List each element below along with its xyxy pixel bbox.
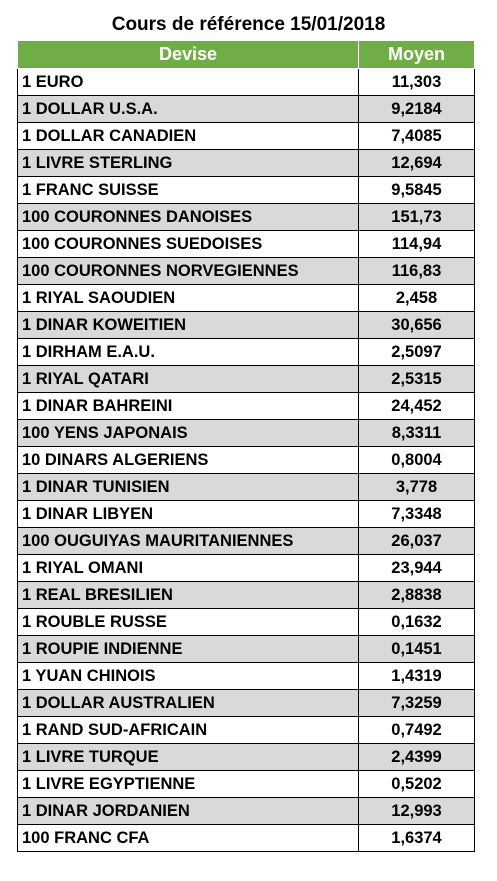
rate-value-cell: 24,452: [359, 393, 475, 420]
rate-value-cell: 2,5097: [359, 339, 475, 366]
table-row: [18, 231, 475, 258]
rate-value-cell: 2,458: [359, 285, 475, 312]
rate-value-cell: 23,944: [359, 555, 475, 582]
currency-cell: 100 YENS JAPONAIS: [18, 420, 359, 447]
table-row: [18, 96, 475, 123]
rate-value-cell: 114,94: [359, 231, 475, 258]
table-row: [18, 123, 475, 150]
currency-cell: 100 COURONNES DANOISES: [18, 204, 359, 231]
table-row: [18, 555, 475, 582]
table-row: [18, 825, 475, 852]
rate-value-cell: 9,2184: [359, 96, 475, 123]
table-row: [18, 204, 475, 231]
currency-cell: 100 OUGUIYAS MAURITANIENNES: [18, 528, 359, 555]
currency-cell: 100 COURONNES SUEDOISES: [18, 231, 359, 258]
rate-value-cell: 0,5202: [359, 771, 475, 798]
rate-value-cell: 2,8838: [359, 582, 475, 609]
table-row: [18, 798, 475, 825]
table-row: [18, 663, 475, 690]
rate-value-cell: 11,303: [359, 69, 475, 96]
table-row: [18, 474, 475, 501]
rate-value-cell: 0,7492: [359, 717, 475, 744]
table-row: [18, 636, 475, 663]
table-row: [18, 447, 475, 474]
currency-cell: 1 RAND SUD-AFRICAIN: [18, 717, 359, 744]
table-row: [18, 366, 475, 393]
table-row: [18, 771, 475, 798]
table-row: [18, 528, 475, 555]
rate-value-cell: 1,4319: [359, 663, 475, 690]
currency-cell: 1 DINAR BAHREINI: [18, 393, 359, 420]
rate-value-cell: 0,1632: [359, 609, 475, 636]
exchange-rate-table: [17, 40, 475, 852]
table-row: [18, 69, 475, 96]
currency-cell: 1 YUAN CHINOIS: [18, 663, 359, 690]
table-row: [18, 717, 475, 744]
rate-value-cell: 9,5845: [359, 177, 475, 204]
currency-cell: 1 DINAR KOWEITIEN: [18, 312, 359, 339]
table-row: [18, 312, 475, 339]
rate-value-cell: 7,4085: [359, 123, 475, 150]
currency-cell: 1 LIVRE EGYPTIENNE: [18, 771, 359, 798]
currency-cell: 10 DINARS ALGERIENS: [18, 447, 359, 474]
currency-cell: 1 ROUPIE INDIENNE: [18, 636, 359, 663]
rate-value-cell: 7,3259: [359, 690, 475, 717]
rate-value-cell: 7,3348: [359, 501, 475, 528]
rate-value-cell: 30,656: [359, 312, 475, 339]
currency-cell: 1 ROUBLE RUSSE: [18, 609, 359, 636]
column-header-currency: Devise: [18, 41, 359, 69]
currency-cell: 1 DINAR LIBYEN: [18, 501, 359, 528]
currency-cell: 1 DOLLAR U.S.A.: [18, 96, 359, 123]
currency-cell: 1 FRANC SUISSE: [18, 177, 359, 204]
currency-cell: 1 RIYAL QATARI: [18, 366, 359, 393]
rate-value-cell: 2,4399: [359, 744, 475, 771]
rate-value-cell: 12,694: [359, 150, 475, 177]
rate-value-cell: 3,778: [359, 474, 475, 501]
currency-cell: 1 RIYAL SAOUDIEN: [18, 285, 359, 312]
table-row: [18, 393, 475, 420]
table-row: [18, 690, 475, 717]
table-row: [18, 258, 475, 285]
rate-value-cell: 0,1451: [359, 636, 475, 663]
currency-cell: 1 DINAR TUNISIEN: [18, 474, 359, 501]
rate-value-cell: 2,5315: [359, 366, 475, 393]
page-title: Cours de référence 15/01/2018: [111, 14, 386, 35]
currency-cell: 1 EURO: [18, 69, 359, 96]
currency-cell: 1 DIRHAM E.A.U.: [18, 339, 359, 366]
currency-cell: 1 RIYAL OMANI: [18, 555, 359, 582]
currency-cell: 1 DOLLAR CANADIEN: [18, 123, 359, 150]
table-row: [18, 285, 475, 312]
rate-value-cell: 151,73: [359, 204, 475, 231]
table-header-row: [18, 41, 475, 69]
currency-cell: 1 DOLLAR AUSTRALIEN: [18, 690, 359, 717]
table-row: [18, 177, 475, 204]
rate-value-cell: 26,037: [359, 528, 475, 555]
rate-value-cell: 8,3311: [359, 420, 475, 447]
table-row: [18, 609, 475, 636]
table-body: [18, 69, 475, 852]
rate-value-cell: 116,83: [359, 258, 475, 285]
rate-value-cell: 1,6374: [359, 825, 475, 852]
currency-cell: 100 FRANC CFA: [18, 825, 359, 852]
currency-cell: 1 DINAR JORDANIEN: [18, 798, 359, 825]
currency-cell: 1 LIVRE STERLING: [18, 150, 359, 177]
table-row: [18, 744, 475, 771]
table-row: [18, 150, 475, 177]
currency-cell: 1 LIVRE TURQUE: [18, 744, 359, 771]
currency-cell: 100 COURONNES NORVEGIENNES: [18, 258, 359, 285]
table-row: [18, 501, 475, 528]
rate-value-cell: 0,8004: [359, 447, 475, 474]
rate-value-cell: 12,993: [359, 798, 475, 825]
table-row: [18, 339, 475, 366]
table-row: [18, 582, 475, 609]
table-row: [18, 420, 475, 447]
column-header-average: Moyen: [359, 41, 475, 69]
currency-cell: 1 REAL BRESILIEN: [18, 582, 359, 609]
